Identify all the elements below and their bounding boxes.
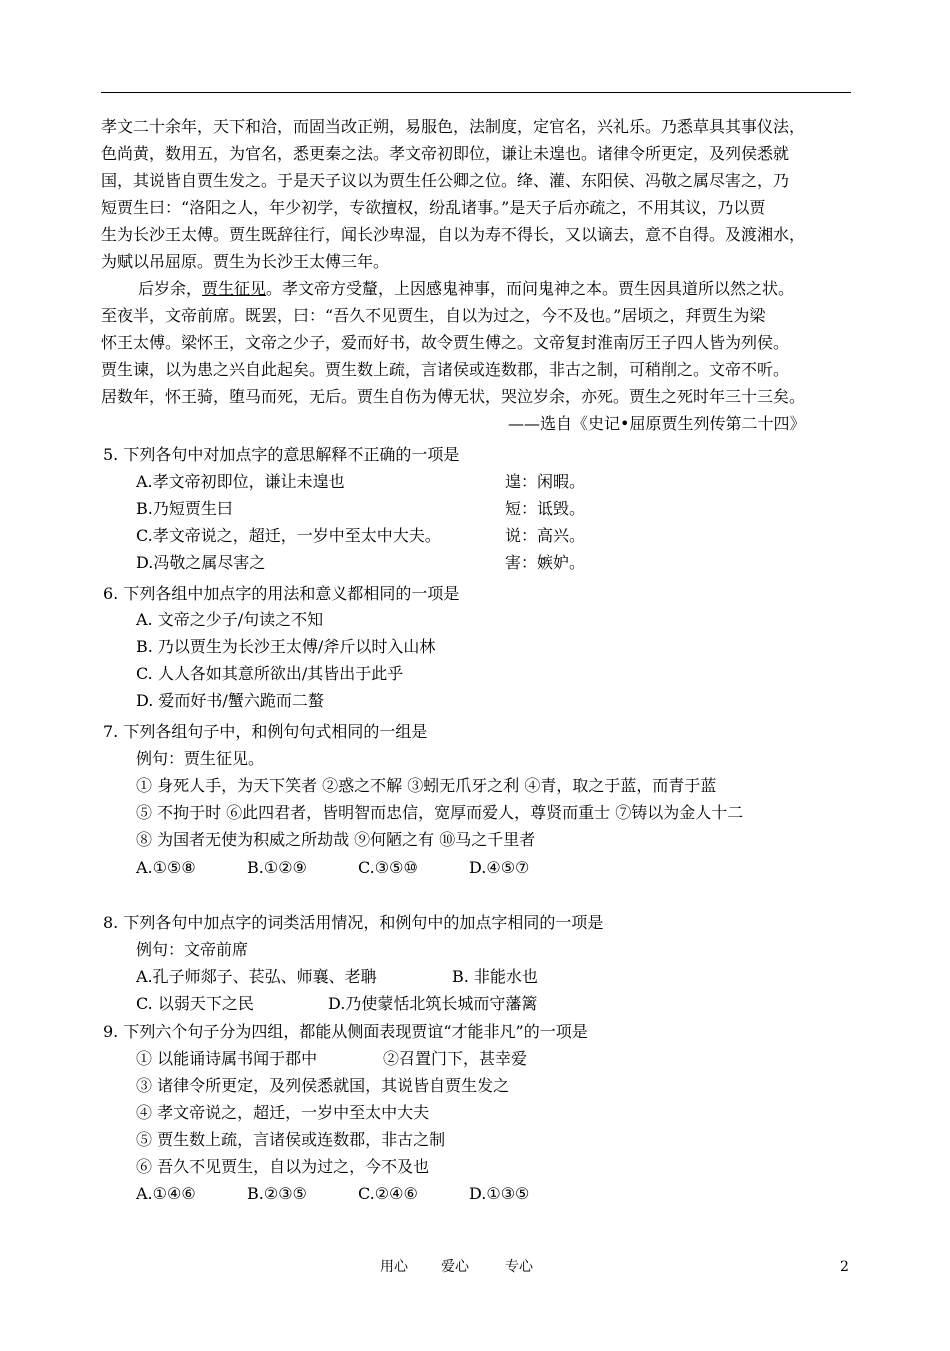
question-5-option-d: D.冯敬之属尽害之	[136, 553, 266, 572]
question-5-option-a: A.孝文帝初即位，谦让未遑也	[136, 472, 345, 491]
passage-line: 贾生谏，以为患之兴自此起矣。贾生数上疏，言诸侯或连数郡，非古之制，可稍削之。文帝不听。	[101, 360, 790, 379]
question-8-option-b: B. 非能水也	[452, 967, 538, 986]
question-8-example: 例句：文帝前席	[136, 940, 249, 959]
question-7-choice-a: A.①⑤⑧	[136, 858, 196, 877]
question-7-items: ① 身死人手，为天下笑者 ②惑之不解 ③蚓无爪牙之利 ④青，取之于蓝，而青于蓝	[136, 776, 717, 795]
question-8-option-a: A.孔子师郯子、苌弘、师襄、老聃	[136, 967, 377, 986]
question-7-choice-c: C.③⑤⑩	[358, 858, 418, 877]
passage-line: 居数年，怀王骑，堕马而死，无后。贾生自伤为傅无状，哭泣岁余，亦死。贾生之死时年三十三矣。	[101, 387, 806, 406]
passage-source: ——选自《史记•屈原贾生列传第二十四》	[508, 414, 806, 433]
question-6-option-c: C. 人人各如其意所欲出/其皆出于此乎	[136, 664, 404, 683]
footer-motto-3: 专心	[505, 1259, 533, 1275]
question-5-gloss-b: 短：诋毁。	[505, 499, 586, 518]
question-9-choice-c: C.②④⑥	[358, 1184, 418, 1203]
passage-line: 国，其说皆自贾生发之。于是天子议以为贾生任公卿之位。绛、灌、东阳侯、冯敬之属尽害之，乃	[101, 171, 790, 190]
underlined-example-phrase: 贾生征见	[202, 279, 267, 298]
passage-text: 。孝文帝方受釐，上因感鬼神事，而问鬼神之本。贾生因具道所以然之状。	[266, 279, 795, 298]
question-5-stem: 5. 下列各句中对加点字的意思解释不正确的一项是	[103, 445, 460, 464]
question-5-gloss-a: 遑：闲暇。	[505, 472, 586, 491]
question-7-example: 例句：贾生征见。	[136, 749, 265, 768]
question-8-stem: 8. 下列各句中加点字的词类活用情况，和例句中的加点字相同的一项是	[103, 913, 604, 932]
question-9-item: ④ 孝文帝说之，超迁，一岁中至太中大夫	[136, 1103, 430, 1122]
passage-line: 色尚黄，数用五，为官名，悉更秦之法。孝文帝初即位，谦让未遑也。诸律令所更定，及列侯悉就	[101, 144, 790, 163]
question-9-choice-d: D.①③⑤	[469, 1184, 530, 1203]
passage-line-indented	[138, 279, 794, 299]
passage-line: 至夜半，文帝前席。既罢，曰：“吾久不见贾生，自以为过之，今不及也。”居顷之，拜贾生为梁	[101, 306, 766, 325]
page-number: 2	[840, 1259, 849, 1275]
passage-line: 短贾生曰：“洛阳之人，年少初学，专欲擅权，纷乱诸事。”是天子后亦疏之，不用其议，乃以贾	[101, 198, 766, 217]
question-8-option-d: D.乃使蒙恬北筑长城而守藩篱	[328, 994, 538, 1013]
question-7-choice-d: D.④⑤⑦	[469, 858, 530, 877]
question-6-option-b: B. 乃以贾生为长沙王太傅/斧斤以时入山林	[136, 637, 436, 656]
question-7-items: ⑤ 不拘于时 ⑥此四君者，皆明智而忠信，宽厚而爱人，尊贤而重士 ⑦铸以为金人十二	[136, 803, 744, 822]
question-9-choice-b: B.②③⑤	[247, 1184, 307, 1203]
footer-motto-1: 用心	[380, 1259, 408, 1275]
passage-text: 后岁余，	[138, 279, 203, 298]
passage-line: 孝文二十余年，天下和洽，而固当改正朔，易服色，法制度，定官名，兴礼乐。乃悉草具其事仪法，	[101, 117, 806, 136]
question-8-option-c: C. 以弱天下之民	[136, 994, 254, 1013]
question-6-stem: 6. 下列各组中加点字的用法和意义都相同的一项是	[103, 584, 460, 603]
passage-line: 怀王太傅。梁怀王，文帝之少子，爱而好书，故令贾生傅之。文帝复封淮南厉王子四人皆为列侯。	[101, 333, 790, 352]
header-rule	[101, 92, 851, 93]
question-9-item: ⑥ 吾久不见贾生，自以为过之，今不及也	[136, 1157, 430, 1176]
question-9-choice-a: A.①④⑥	[136, 1184, 196, 1203]
question-6-option-a: A. 文帝之少子/句读之不知	[136, 610, 324, 629]
question-9-item: ②召置门下，甚幸爱	[383, 1049, 528, 1068]
footer-motto-2: 爱心	[441, 1259, 469, 1275]
question-9-item: ⑤ 贾生数上疏，言诸侯或连数郡，非古之制	[136, 1130, 446, 1149]
question-6-option-d: D. 爱而好书/蟹六跪而二螯	[136, 691, 324, 710]
question-9-item: ③ 诸律令所更定，及列侯悉就国，其说皆自贾生发之	[136, 1076, 510, 1095]
passage-line: 为赋以吊屈原。贾生为长沙王太傅三年。	[101, 252, 390, 271]
question-5-gloss-c: 说：高兴。	[505, 526, 586, 545]
question-5-option-c: C.孝文帝说之，超迁，一岁中至太中大夫。	[136, 526, 441, 545]
passage-line: 生为长沙王太傅。贾生既辞往行，闻长沙卑湿，自以为寿不得长，又以谪去，意不自得。及渡湘水，	[101, 225, 806, 244]
question-5-gloss-d: 害：嫉妒。	[505, 553, 586, 572]
question-7-choice-b: B.①②⑨	[247, 858, 307, 877]
question-9-item: ① 以能诵诗属书闻于郡中	[136, 1049, 318, 1068]
question-7-stem: 7. 下列各组句子中，和例句句式相同的一组是	[103, 722, 428, 741]
question-7-items: ⑧ 为国者无使为积威之所劫哉 ⑨何陋之有 ⑩马之千里者	[136, 830, 536, 849]
question-9-stem: 9. 下列六个句子分为四组，都能从侧面表现贾谊“才能非凡”的一项是	[103, 1022, 588, 1041]
question-5-option-b: B.乃短贾生曰	[136, 499, 233, 518]
